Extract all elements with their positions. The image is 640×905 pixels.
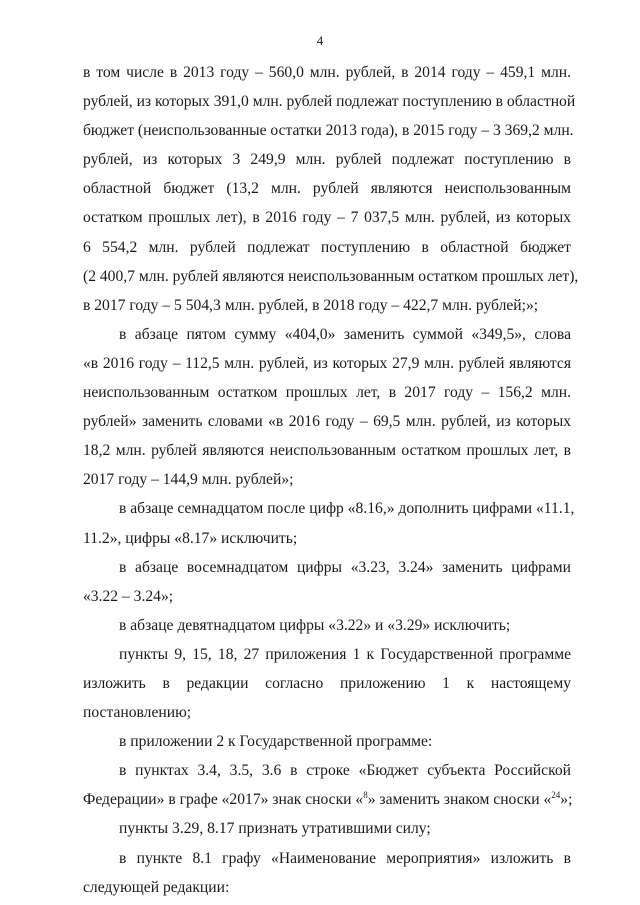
- text-line: в том числе в 2013 году – 560,0 млн. рублей, в 2014 году – 459,1 млн.: [83, 64, 571, 81]
- text-line: пункты 3.29, 8.17 признать утратившими силу;: [119, 820, 431, 838]
- text-line: «в 2016 году – 112,5 млн. рублей, из которых 27,9 млн. рублей являются: [83, 354, 571, 372]
- text-block-main: [83, 58, 579, 785]
- text-line: неиспользованным остатком прошлых лет, в 2017 году – 156,2 млн.: [83, 384, 571, 402]
- text-fragment: »;: [560, 791, 573, 809]
- text-line: в пункте 8.1 графу «Наименование мероприятия» изложить в: [119, 849, 571, 867]
- footnote-mark: 8: [363, 790, 368, 801]
- text-fragment: » заменить знаком сноски «: [367, 791, 552, 809]
- text-line: «3.22 – 3.24»;: [83, 587, 174, 605]
- text-line: постановлению;: [83, 704, 192, 722]
- text-line: в абзаце семнадцатом после цифр «8.16,» дополнить цифрами «11.1,: [119, 500, 575, 518]
- text-line: 2017 году – 144,9 млн. рублей»;: [83, 471, 294, 489]
- text-line: 18,2 млн. рублей являются неиспользованным остатком прошлых лет, в: [83, 442, 571, 460]
- text-line: в абзаце восемнадцатом цифры «3.23, 3.24» заменить цифрами: [119, 558, 571, 576]
- text-line: рублей, из которых 3 249,9 млн. рублей подлежат поступлению в: [83, 151, 571, 169]
- footnote-mark: 24: [551, 790, 561, 801]
- text-line: (2 400,7 млн. рублей являются неиспользованным остатком прошлых лет),: [83, 267, 579, 285]
- document-body: [83, 58, 579, 902]
- text-line: остатком прошлых лет), в 2016 году – 7 037,5 млн. рублей, из которых: [83, 209, 571, 227]
- text-line-footnote-reference: [83, 785, 571, 814]
- text-line: 6 554,2 млн. рублей подлежат поступлению в областной бюджет: [83, 238, 571, 256]
- text-line: бюджет (неиспользованные остатки 2013 года), в 2015 году – 3 369,2 млн.: [83, 122, 574, 140]
- text-line: в 2017 году – 5 504,3 млн. рублей, в 2018 году – 422,7 млн. рублей;»;: [83, 296, 539, 314]
- text-line: в абзаце девятнадцатом цифры «3.22» и «3.29» исключить;: [119, 616, 511, 634]
- text-line: рублей» заменить словами «в 2016 году – 69,5 млн. рублей, из которых: [83, 413, 571, 431]
- text-line: 11.2», цифры «8.17» исключить;: [83, 529, 298, 547]
- text-fragment: Федерации» в графе «2017» знак сноски «: [83, 791, 364, 809]
- text-line: в абзаце пятом сумму «404,0» заменить суммой «349,5», слова: [119, 325, 571, 343]
- text-line: в приложении 2 к Государственной программе:: [119, 733, 433, 751]
- text-line: следующей редакции:: [83, 878, 230, 896]
- text-line: изложить в редакции согласно приложению 1 к настоящему: [83, 674, 571, 692]
- text-line: рублей, из которых 391,0 млн. рублей подлежат поступлению в областной: [83, 93, 576, 111]
- text-line: областной бюджет (13,2 млн. рублей являются неиспользованным: [83, 180, 571, 198]
- text-line: в пунктах 3.4, 3.5, 3.6 в строке «Бюджет субъекта Российской: [119, 762, 571, 780]
- page-number: 4: [316, 33, 324, 48]
- text-block-end: [83, 814, 571, 901]
- text-line: пункты 9, 15, 18, 27 приложения 1 к Государственной программе: [119, 645, 571, 663]
